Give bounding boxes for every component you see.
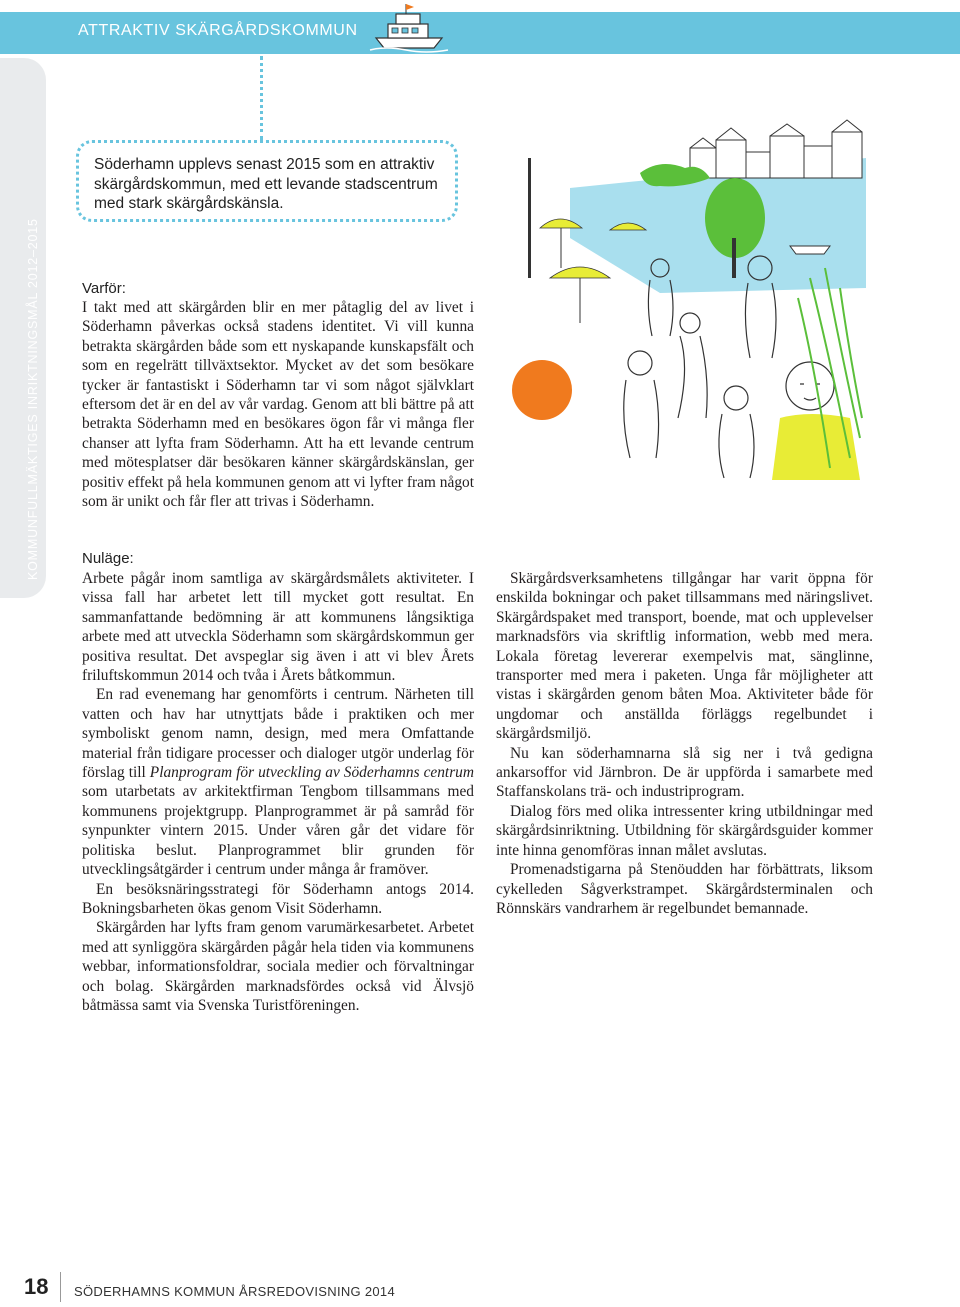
heading-nulage: Nuläge: — [82, 550, 134, 567]
planprogram-title: Planprogram för utveckling av Söderhamns centrum — [149, 764, 474, 782]
nulage-p2-text-b: som utarbetats av arkitektfirman Tengbom tillsammans med kommunens projektgrupp. Planprogrammet är på samråd för synpunkter vintern 2015. Under våren går det vidare för politiska beslut. Planprogrammet blir grunden för utvecklingsåtgärder i centrum under många år framöver. — [82, 783, 474, 879]
sidebar-label: KOMMUNFULLMÄKTIGES INRIKTNINGSMÅL 2012–2015 — [26, 218, 40, 580]
right-paragraph-2: Nu kan söderhamnarna slå sig ner i två gedigna ankarsoffor vid Järnbron. De är uppförda i samarbete med Staffanskolans trä- och industriprogram. — [496, 744, 873, 801]
boat-icon — [366, 2, 452, 54]
nulage-paragraph-4: Skärgården har lyfts fram genom varumärkesarbetet. Arbetet med att synliggöra skärgården pågår hela tiden via kommunens webbar, informationsfoldrar, sociala medier och förvaltningar och bolag. Skärgården marknadsfördes också vid Älvsjö båtmässa samt via Svenska Turistföreningen. — [82, 919, 474, 1014]
right-paragraph-4: Promenadstigarna på Stenöudden har förbättrats, liksom cykelleden Sågverkstrampet. Skärgårdsterminalen och Rönnskärs vandrarhem är regelbundet bemannade. — [496, 861, 873, 917]
nulage-p2-text-a: En rad evenemang har genomförts i centrum. Närheten till vatten och hav har utnyttjats både i praktiken och mer symboliskt genom namn, design, med mera Omfattande material från tidigare processer och dialoger utgör underlag för förslag till — [82, 686, 474, 782]
dotted-connector — [260, 56, 263, 140]
footer-divider — [60, 1272, 61, 1302]
intro-text: Söderhamn upplevs senast 2015 som en attraktiv skärgårdskommun, med ett levande stadscentrum med stark skärgårdskänsla. — [94, 156, 438, 212]
right-paragraph-1: Skärgårdsverksamhetens tillgångar har varit öppna för enskilda bokningar och paket tillsammans med näringslivet. Skärgårdspaket med transport, boende, mat och upplevelser marknadsförs via skriftlig information, webb med mera. Lokala företag levererar exempelvis mat, sänglinne, transporter med mera i paketen. Unga får möjligheter att vistas i skärgården genom båten Moa. Aktiviteter både för ungdomar och anställda förläggs regelbundet i skärgårdsmiljö. — [496, 570, 873, 743]
harbour-illustration — [510, 118, 866, 488]
nulage-paragraph-2 — [82, 685, 474, 879]
nulage-paragraph-3: En besöksnäringsstrategi för Söderhamn antogs 2014. Bokningsbarheten ökas genom Visit Söderhamn. — [82, 880, 474, 917]
section-title: ATTRAKTIV SKÄRGÅRDSKOMMUN — [78, 22, 358, 39]
varfor-paragraph: I takt med att skärgården blir en mer påtaglig del av livet i Söderhamn påverkas också stadens identitet. Vi vill kunna betrakta skärgården både som ett nyskapande kunskapsfält och som en regelrätt tillväxtsektor. Mycket av det som besökare tycker är fantastiskt i Söderhamn tar vi som något självklart eftersom det är en del av vår vardag. Genom att bli bättre på att betrakta Söderhamn med en besökares ögon får vi många fler chanser att lyfta fram Söderhamn. Att ha ett levande centrum med mötesplatser där besökaren känner skärgårdskänslan, ger positiv effekt på hela kommunen genom att vi lyfter fram något som är unikt och får fler att trivas i Söderhamn. — [82, 299, 474, 511]
nulage-paragraph-1: Arbete pågår inom samtliga av skärgårdsmålets aktiviteter. I vissa fall har arbetet lett till mycket gott resultat. En sammanfattande bedömning är att kommunens långsiktiga arbete med att utveckla Söderhamn som skärgårdskommun ger positiva resultat. Det avspeglar sig även i att vi blev Årets friluftskommun 2014 och tvåa i Årets båtkommun. — [82, 570, 474, 685]
varfor-body — [82, 298, 474, 511]
right-paragraph-3: Dialog förs med olika intressenter kring utbildningar med skärgårdsinriktning. Utbildning för skärgårdsguider kommer inte hinna genomföras innan målet avslutas. — [496, 802, 873, 859]
nulage-body — [82, 569, 474, 1015]
footer-text: SÖDERHAMNS KOMMUN ÅRSREDOVISNING 2014 — [74, 1284, 395, 1299]
page-number: 18 — [24, 1274, 49, 1299]
right-column-body — [496, 569, 873, 918]
heading-varfor: Varför: — [82, 280, 126, 297]
